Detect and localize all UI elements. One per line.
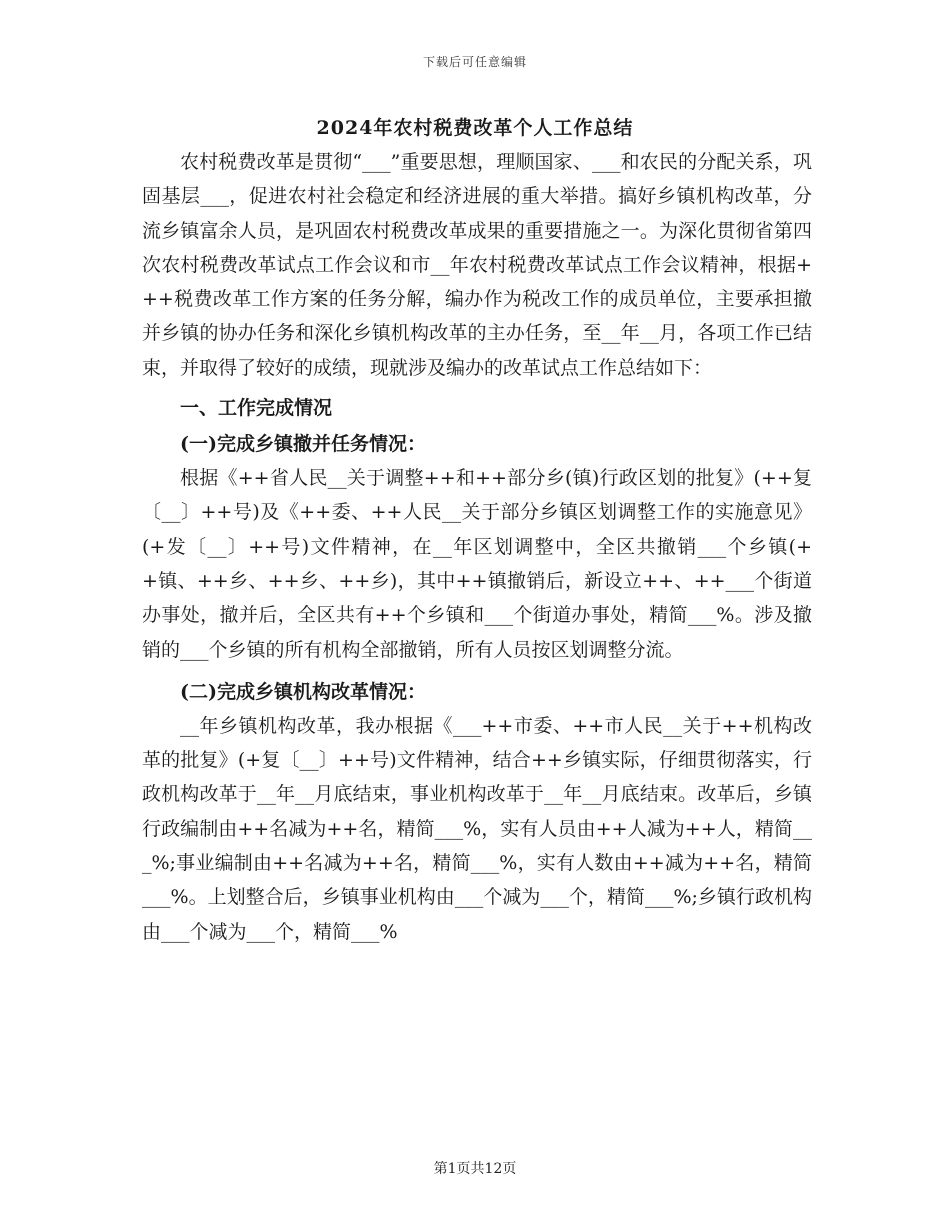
document-body bbox=[142, 145, 812, 949]
section-heading-work-status: 一、工作完成情况 bbox=[180, 397, 333, 420]
page-number: 第1页共12页 bbox=[433, 1161, 517, 1177]
document-title: 2024年农村税费改革个人工作总结 bbox=[316, 117, 634, 139]
header-note: 下载后可任意编辑 bbox=[422, 55, 527, 69]
subsection-heading-reform: (二)完成乡镇机构改革情况： bbox=[180, 680, 426, 703]
reform-paragraph: __年乡镇机构改革，我办根据《___++市委、++市人民__关于++机构改革的批复》(+复〔__〕++号)文件精神，结合++乡镇实际，仔细贯彻落实，行政机构改革于__年__月底结束，事业机构改革于__年__月底结束。改革后，乡镇行政编制由++名减为++名，精简___%，实有人员由++人减为++人，精简___%;事业编制由++名减为++名，精简___%，实有人数由++减为++名，精简___%。上划整合后，乡镇事业机构由___个减为___个，精简___%;乡镇行政机构由___个减为___个，精简___% bbox=[142, 714, 812, 943]
subsection-heading-merge: (一)完成乡镇撤并任务情况： bbox=[180, 433, 426, 456]
intro-paragraph: 农村税费改革是贯彻“___”重要思想，理顺国家、___和农民的分配关系，巩固基层___，促进农村社会稳定和经济进展的重大举措。搞好乡镇机构改革，分流乡镇富余人员，是巩固农村税费改革成果的重要措施之一。为深化贯彻省第四次农村税费改革试点工作会议和市__年农村税费改革试点工作会议精神，根据+++税费改革工作方案的任务分解，编办作为税改工作的成员单位，主要承担撤并乡镇的协办任务和深化乡镇机构改革的主办任务，至__年__月，各项工作已结束，并取得了较好的成绩，现就涉及编办的改革试点工作总结如下： bbox=[142, 151, 812, 379]
merge-paragraph: 根据《++省人民__关于调整++和++部分乡(镇)行政区划的批复》(++复〔__〕++号)及《++委、++人民__关于部分乡镇区划调整工作的实施意见》(+发〔__〕++号)文件精神，在__年区划调整中，全区共撤销___个乡镇(++镇、++乡、++乡、++乡)，其中++镇撤销后，新设立++、++___个街道办事处，撤并后，全区共有++个乡镇和___个街道办事处，精简___%。涉及撤销的___个乡镇的所有机构全部撤销，所有人员按区划调整分流。 bbox=[142, 467, 812, 661]
